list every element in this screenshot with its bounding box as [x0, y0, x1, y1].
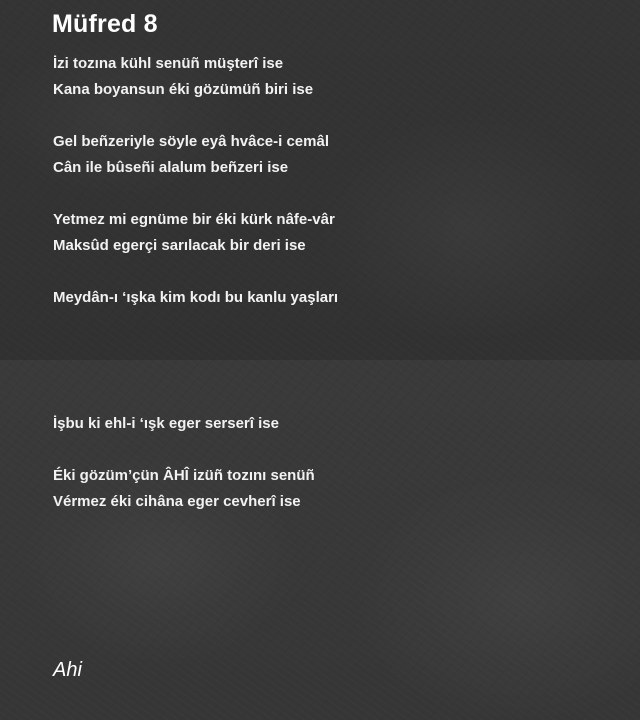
stanza-6	[53, 463, 315, 515]
stanza-2	[53, 129, 329, 181]
stanza-1	[53, 51, 313, 103]
poem-line: Yetmez mi egnüme bir éki kürk nâfe-vâr	[53, 211, 335, 228]
poem-author: Ahi	[53, 659, 82, 681]
poem-line: Meydân-ı ‘ışka kim kodı bu kanlu yaşları	[53, 289, 339, 306]
poem-line: Gel beñzeriyle söyle eyâ hvâce-i cemâl	[53, 133, 329, 150]
stanza-3	[53, 207, 335, 259]
stanza-4	[53, 285, 338, 311]
poem-line: Maksûd egerçi sarılacak bir deri ise	[53, 237, 306, 254]
poem-line: İzi tozına kühl senüñ müşterî ise	[53, 55, 284, 72]
poem-title: Müfred 8	[52, 10, 158, 38]
poem-line: Cân ile bûseñi alalum beñzeri ise	[53, 159, 289, 176]
poem-line: Kana boyansun éki gözümüñ biri ise	[53, 81, 314, 98]
poem-line: Éki gözüm’çün ÂHÎ izüñ tozını senüñ	[53, 467, 315, 484]
poem-line: Vérmez éki cihâna eger cevherî ise	[53, 493, 301, 510]
stanza-5	[53, 411, 279, 437]
poem-line: İşbu ki ehl-i ‘ışk eger serserî ise	[53, 415, 279, 432]
